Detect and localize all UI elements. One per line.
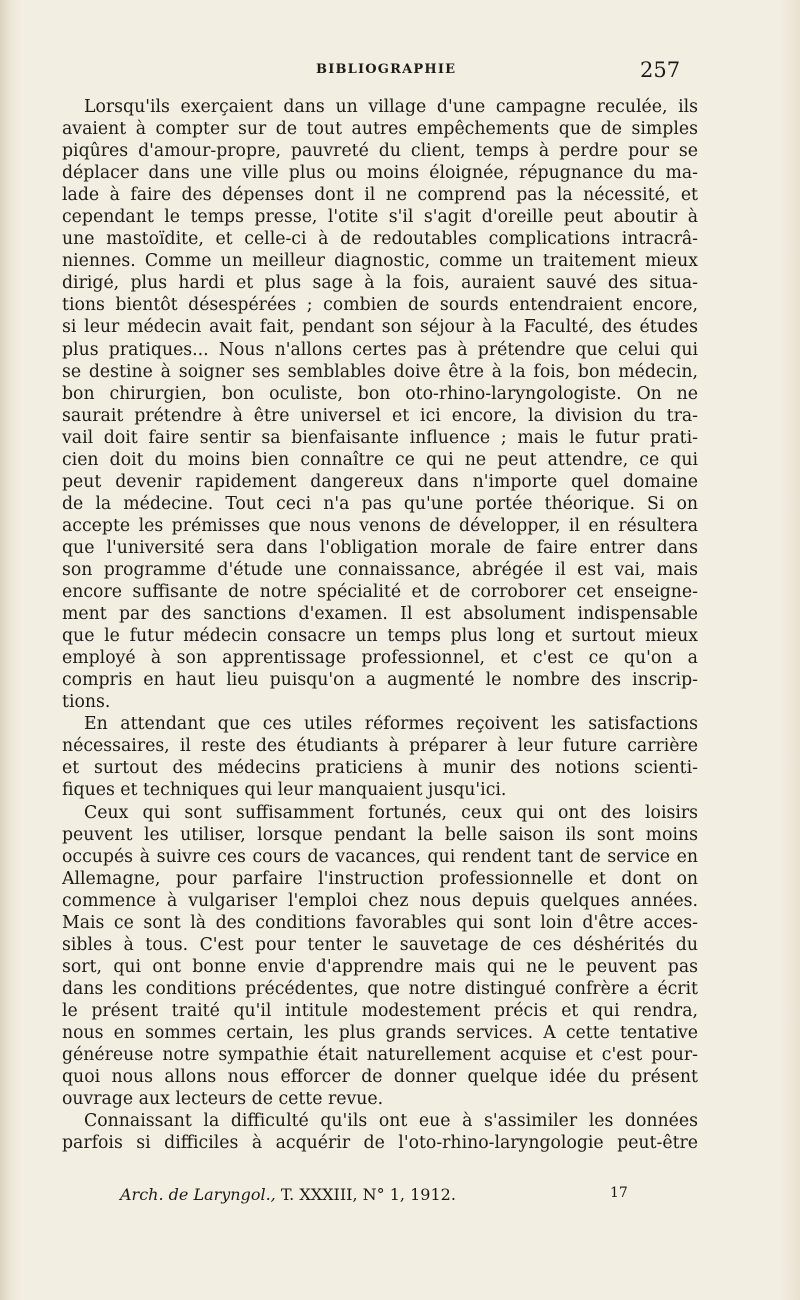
- text-line: généreuse notre sympathie était naturellement acquise et c'est pour-: [62, 1045, 698, 1066]
- page-header: [0, 58, 800, 88]
- text-line: dirigé, plus hardi et plus sage à la fois, auraient sauvé des situa-: [62, 273, 698, 294]
- text-line: niennes. Comme un meilleur diagnostic, comme un traitement mieux: [62, 251, 698, 272]
- text-line: une mastoïdite, et celle-ci à de redoutables complications intracrâ-: [62, 229, 698, 250]
- text-line: le présent traité qu'il intitule modestement précis et qui rendra,: [62, 1000, 698, 1021]
- text-line: ouvrage aux lecteurs de cette revue.: [62, 1089, 384, 1110]
- text-line: si leur médecin avait fait, pendant son séjour à la Faculté, des études: [62, 317, 698, 338]
- paragraph: [62, 96, 698, 713]
- text-line: que le futur médecin consacre un temps plus long et surtout mieux: [62, 626, 698, 647]
- text-line: Lorsqu'ils exerçaient dans un village d'une campagne reculée, ils: [84, 97, 698, 117]
- text-line: Mais ce sont là des conditions favorables qui sont loin d'être acces-: [62, 912, 698, 933]
- text-line: lade à faire des dépenses dont il ne comprend pas la nécessité, et: [62, 185, 698, 206]
- text-line: tions bientôt désespérées ; combien de sourds entendraient encore,: [62, 295, 698, 316]
- text-line: parfois si difficiles à acquérir de l'oto-rhino-laryngologie peut-être: [62, 1133, 698, 1154]
- text-line: bon chirurgien, bon oculiste, bon oto-rhino-laryngologiste. On ne: [62, 383, 698, 404]
- text-line: sort, qui ont bonne envie d'apprendre mais qui ne le peuvent pas: [62, 956, 698, 977]
- text-line: saurait prétendre à être universel et ici encore, la division du tra-: [62, 405, 698, 426]
- signature-mark: 17: [610, 1185, 628, 1201]
- text-line: dans les conditions précédentes, que notre distingué confrère a écrit: [62, 978, 698, 999]
- text-line: employé à son apprentissage professionnel, et c'est ce qu'on a: [62, 648, 698, 669]
- text-line: de la médecine. Tout ceci n'a pas qu'une portée théorique. Si on: [62, 493, 698, 514]
- text-line: En attendant que ces utiles réformes reçoivent les satisfactions: [84, 714, 698, 735]
- text-line: accepte les prémisses que nous venons de développer, il en résultera: [62, 515, 698, 536]
- paragraph: [62, 802, 698, 1111]
- running-head: BIBLIOGRAPHIE: [316, 62, 457, 77]
- text-line: cien doit du moins bien connaître ce qui ne peut attendre, ce qui: [62, 449, 698, 470]
- text-line: commence à vulgariser l'emploi chez nous depuis quelques années.: [62, 890, 698, 911]
- text-line: occupés à suivre ces cours de vacances, qui rendent tant de service en: [62, 846, 698, 867]
- text-line: nécessaires, il reste des étudiants à préparer à leur future carrière: [62, 736, 698, 757]
- page-number: 257: [640, 58, 681, 82]
- text-line: se destine à soigner ses semblables doive être à la fois, bon médecin,: [62, 361, 698, 382]
- text-line: ment par des sanctions d'examen. Il est absolument indispensable: [62, 604, 698, 625]
- text-line: vail doit faire sentir sa bienfaisante influence ; mais le futur prati-: [62, 427, 698, 448]
- text-line: plus pratiques... Nous n'allons certes pas à prétendre que celui qui: [62, 339, 698, 360]
- paragraph: [62, 1110, 698, 1154]
- paragraph: [62, 713, 698, 801]
- journal-citation: [120, 1185, 456, 1204]
- journal-name: Arch. de Laryngol.,: [120, 1185, 276, 1204]
- text-line: son programme d'étude une connaissance, abrégée il est vai, mais: [62, 559, 698, 580]
- body-text: [62, 96, 698, 1154]
- text-line: avaient à compter sur de tout autres empêchements que de simples: [62, 119, 698, 140]
- text-line: Connaissant la difficulté qu'ils ont eue à s'assimiler les données: [84, 1111, 698, 1132]
- text-line: Ceux qui sont suffisamment fortunés, ceux qui ont des loisirs: [84, 802, 698, 823]
- text-line: peut devenir rapidement dangereux dans n'importe quel domaine: [62, 471, 698, 492]
- text-line: cependant le temps presse, l'otite s'il s'agit d'oreille peut aboutir à: [62, 207, 698, 228]
- text-line: sibles à tous. C'est pour tenter le sauvetage de ces déshérités du: [62, 934, 698, 955]
- journal-volume: T. XXXIII, N° 1, 1912.: [280, 1185, 456, 1204]
- text-line: nous en sommes certain, les plus grands services. A cette tentative: [62, 1022, 698, 1043]
- page-footer: [0, 1183, 800, 1209]
- text-line: peuvent les utiliser, lorsque pendant la belle saison ils sont moins: [62, 824, 698, 845]
- text-line: et surtout des médecins praticiens à munir des notions scienti-: [62, 758, 698, 779]
- text-line: que l'université sera dans l'obligation morale de faire entrer dans: [62, 537, 698, 558]
- text-line: tions.: [62, 692, 111, 713]
- text-line: Allemagne, pour parfaire l'instruction professionnelle et dont on: [62, 868, 698, 889]
- text-line: déplacer dans une ville plus ou moins éloignée, répugnance du ma-: [62, 163, 698, 184]
- text-line: compris en haut lieu puisqu'on a augmenté le nombre des inscrip-: [62, 670, 698, 691]
- text-line: encore suffisante de notre spécialité et de corroborer cet enseigne-: [62, 582, 698, 603]
- text-line: fiques et techniques qui leur manquaient jusqu'ici.: [62, 780, 507, 801]
- text-line: quoi nous allons nous efforcer de donner quelque idée du présent: [62, 1067, 698, 1088]
- text-line: piqûres d'amour-propre, pauvreté du client, temps à perdre pour se: [62, 141, 698, 162]
